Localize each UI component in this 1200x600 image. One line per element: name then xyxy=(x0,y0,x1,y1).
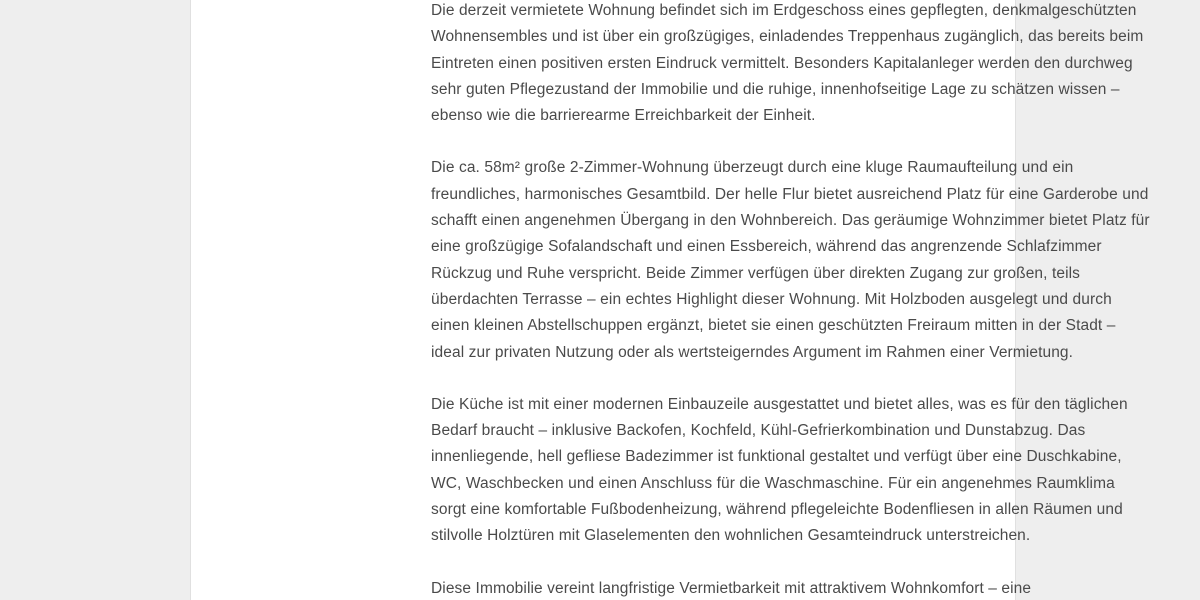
document-text-body xyxy=(431,0,1153,600)
paragraph-3: Die Küche ist mit einer modernen Einbauzeile ausgestattet und bietet alles, was es für den täglichen Bedarf braucht – inklusive Backofen, Kochfeld, Kühl-Gefrierkombination und Dunstabzug. Das innenliegende, hell gefliese Badezimmer ist funktional gestaltet und verfügt über eine Duschkabine, WC, Waschbecken und einen Anschluss für die Waschmaschine. Für ein angenehmes Raumklima sorgt eine komfortable Fußbodenheizung, während pflegeleichte Bodenfliesen in allen Räumen und stilvolle Holztüren mit Glaselementen den wohnlichen Gesamteindruck unterstreichen. xyxy=(431,395,1128,545)
paragraph-1: Die derzeit vermietete Wohnung befindet sich im Erdgeschoss eines gepflegten, denkmalgeschützten Wohnensembles und ist über ein großzügiges, einladendes Treppenhaus zugänglich, das bereits beim Eintreten einen positiven ersten Eindruck vermittelt. Besonders Kapitalanleger werden den durchweg sehr guten Pflegezustand der Immobilie und die ruhige, innenhofseitige Lage zu schätzen wissen – ebenso wie die barrierearme Erreichbarkeit der Einheit. xyxy=(431,2,1144,125)
paragraph-2: Die ca. 58m² große 2-Zimmer-Wohnung überzeugt durch eine kluge Raumaufteilung und ein freundliches, harmonisches Gesamtbild. Der helle Flur bietet ausreichend Platz für eine Garderobe und schafft einen angenehmen Übergang in den Wohnbereich. Das geräumige Wohnzimmer bietet Platz für eine großzügige Sofalandschaft und einen Essbereich, während das angrenzende Schlafzimmer Rückzug und Ruhe verspricht. Beide Zimmer verfügen über direkten Zugang zur großen, teils überdachten Terrasse – ein echtes Highlight dieser Wohnung. Mit Holzboden ausgelegt und durch einen kleinen Abstellschuppen ergänzt, bietet sie einen geschützten Freiraum mitten in der Stadt – ideal zur privaten Nutzung oder als wertsteigerndes Argument im Rahmen einer Vermietung. xyxy=(431,159,1150,361)
document-page xyxy=(190,0,1150,600)
paragraph-4: Diese Immobilie vereint langfristige Vermietbarkeit mit attraktivem Wohnkomfort – eine xyxy=(431,579,1032,597)
